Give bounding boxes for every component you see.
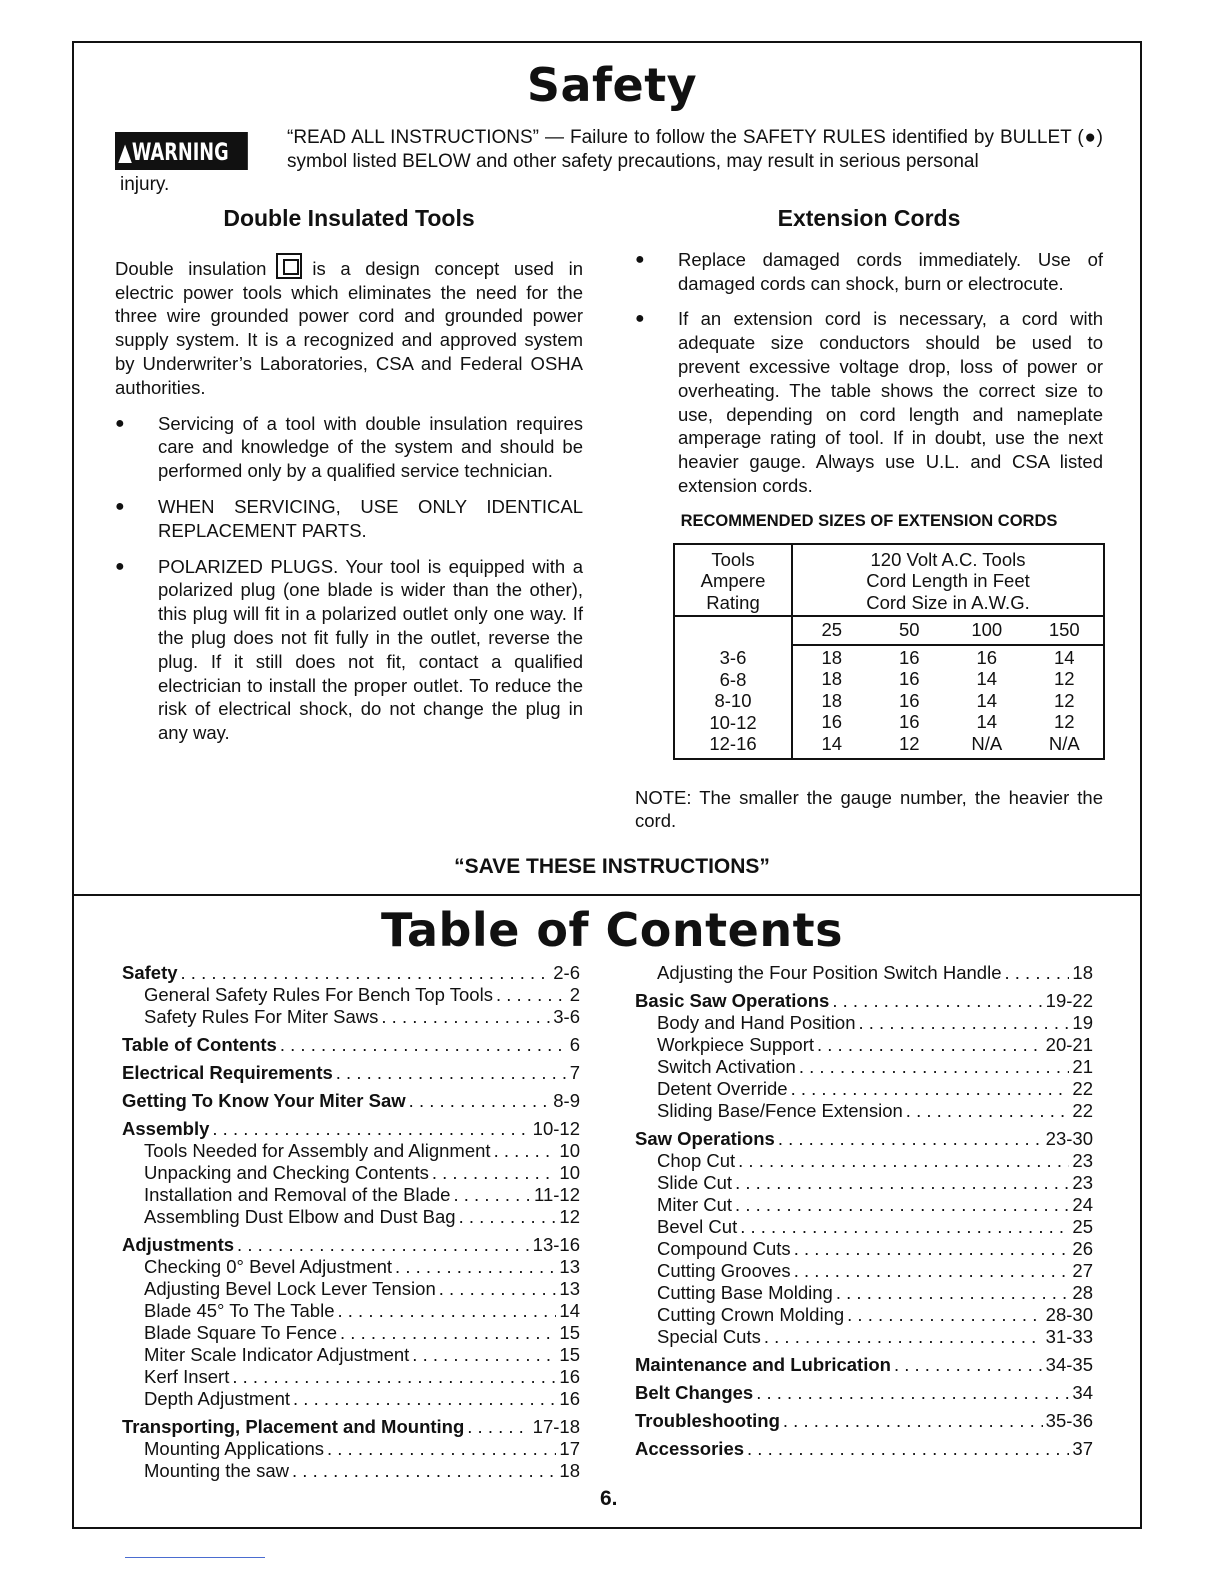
dot-leader: [395, 1256, 556, 1278]
toc-entry-label: Miter Scale Indicator Adjustment: [144, 1344, 410, 1365]
toc-entry-label: Detent Override: [657, 1078, 788, 1099]
cord-size: 14: [976, 668, 998, 690]
toc-entry[interactable]: [635, 1194, 1093, 1216]
cord-size: N/A: [971, 732, 1003, 754]
length: 50: [898, 619, 920, 641]
toc-entry-label: Troubleshooting: [635, 1410, 780, 1431]
toc-entry[interactable]: [635, 1410, 1093, 1432]
size-rows: [793, 646, 1103, 758]
toc-entry[interactable]: [635, 1304, 1093, 1326]
toc-entry[interactable]: [122, 1206, 580, 1228]
toc-entry-page: 11-12: [534, 1184, 580, 1205]
toc-entry-label: Compound Cuts: [657, 1238, 791, 1259]
extension-cord-table: [673, 543, 1105, 760]
toc-entry[interactable]: [635, 1354, 1093, 1376]
toc-entry-page: 18: [1072, 962, 1093, 983]
toc-entry-label: Sliding Base/Fence Extension: [657, 1100, 903, 1121]
toc-entry-page: 10: [559, 1140, 580, 1161]
dot-leader: [794, 1260, 1070, 1282]
toc-entry-page: 37: [1072, 1438, 1093, 1459]
toc-entry-page: 19: [1072, 1012, 1093, 1033]
length: 25: [821, 619, 843, 641]
dot-leader: [432, 1162, 557, 1184]
cord-size: 18: [821, 646, 843, 668]
size-row: [793, 733, 1103, 755]
toc-entry[interactable]: [635, 1438, 1093, 1460]
dot-leader: [778, 1128, 1043, 1150]
table-title: RECOMMENDED SIZES OF EXTENSION CORDS: [680, 511, 1058, 530]
dot-leader: [836, 1282, 1070, 1304]
cord-size: 12: [898, 732, 920, 754]
toc-entry[interactable]: [635, 1326, 1093, 1348]
warning-block: [115, 126, 1103, 174]
bullet-item: ● POLARIZED PLUGS. Your tool is equipped with a polarized plug (one blade is wider than the other), this plug will fit in a polarized outlet only one way. If the plug does not fit fully in the outlet, reverse the plug. If it still does not fit, contact a qualified electrician to install the proper outlet. To reduce the risk of electrical shock, do not change the plug in any way.: [115, 555, 583, 745]
dot-leader: [453, 1184, 531, 1206]
toc-entry-label: Body and Hand Position: [657, 1012, 856, 1033]
toc-entry-page: 15: [559, 1344, 580, 1365]
cord-size: 16: [898, 711, 920, 733]
toc-entry[interactable]: [122, 1460, 580, 1482]
cord-size: N/A: [1048, 732, 1080, 754]
dot-leader: [181, 962, 551, 984]
toc-entry-page: 23: [1072, 1150, 1093, 1171]
toc-entry-label: Transporting, Placement and Mounting: [122, 1416, 465, 1437]
toc-entry-label: Miter Cut: [657, 1194, 733, 1215]
dot-leader: [799, 1056, 1070, 1078]
dot-leader: [783, 1410, 1043, 1432]
toc-entry-label: Blade 45° To The Table: [144, 1300, 335, 1321]
toc-entry[interactable]: [635, 1382, 1093, 1404]
cord-size: 14: [976, 689, 998, 711]
toc-entry-page: 31-33: [1045, 1326, 1093, 1347]
toc-entry-page: 3-6: [553, 1006, 580, 1027]
toc-entry[interactable]: [635, 1012, 1093, 1034]
toc-entry-page: 24: [1072, 1194, 1093, 1215]
toc-entry-label: Mounting Applications: [144, 1438, 324, 1459]
toc-entry-label: Cutting Crown Molding: [657, 1304, 845, 1325]
toc-entry-page: 8-9: [553, 1090, 580, 1111]
toc-entry[interactable]: [122, 1006, 580, 1028]
dot-leader: [756, 1382, 1069, 1404]
toc-entry[interactable]: [635, 1260, 1093, 1282]
toc-entry-page: 17: [559, 1438, 580, 1459]
toc-entry-label: Bevel Cut: [657, 1216, 738, 1237]
toc-entry-page: 16: [559, 1366, 580, 1387]
toc-entry-page: 13: [559, 1278, 580, 1299]
toc-entry-page: 13: [559, 1256, 580, 1277]
link-underline: [125, 1557, 265, 1558]
cord-size: 18: [821, 668, 843, 690]
double-insulated-intro: [115, 253, 583, 400]
toc-entry[interactable]: [122, 1416, 580, 1438]
ampere-range: 3-6: [719, 647, 747, 669]
size-row: [793, 690, 1103, 712]
toc-entry-label: Safety Rules For Miter Saws: [144, 1006, 379, 1027]
dot-leader: [212, 1118, 529, 1140]
safety-title: Safety: [526, 58, 698, 112]
dot-leader: [764, 1326, 1043, 1348]
toc-entry-label: Assembling Dust Elbow and Dust Bag: [144, 1206, 456, 1227]
toc-entry-label: Cutting Grooves: [657, 1260, 791, 1281]
toc-entry-page: 28: [1072, 1282, 1093, 1303]
toc-entry[interactable]: [122, 1090, 580, 1112]
dot-leader: [237, 1234, 530, 1256]
toc-entry[interactable]: [635, 1100, 1093, 1122]
toc-entry[interactable]: [635, 1150, 1093, 1172]
toc-entry-page: 10-12: [532, 1118, 580, 1139]
toc-entry[interactable]: [635, 1216, 1093, 1238]
dot-leader: [794, 1238, 1070, 1260]
toc-entry[interactable]: [122, 1184, 580, 1206]
toc-entry-label: Adjusting the Four Position Switch Handle: [657, 962, 1002, 983]
dot-leader: [293, 1388, 556, 1410]
warning-badge: [115, 132, 248, 170]
toc-entry-label: Unpacking and Checking Contents: [144, 1162, 429, 1183]
cord-size: 16: [976, 646, 998, 668]
header-volt: [792, 544, 1104, 617]
toc-entry-page: 10: [559, 1162, 580, 1183]
toc-title: Table of Contents: [381, 903, 843, 957]
toc-entry-label: Belt Changes: [635, 1382, 754, 1403]
toc-entry[interactable]: [122, 984, 580, 1006]
dot-leader: [735, 1172, 1069, 1194]
toc-right-column: [635, 962, 1093, 1460]
cord-size: 12: [1053, 711, 1075, 733]
page-number: 6.: [600, 1487, 618, 1510]
toc-entry-page: 21: [1072, 1056, 1093, 1077]
toc-entry[interactable]: [635, 1282, 1093, 1304]
toc-entry-label: Depth Adjustment: [144, 1388, 291, 1409]
extension-cords-section: [635, 207, 1103, 833]
toc-entry[interactable]: [122, 1234, 580, 1256]
header-line: Ampere: [700, 570, 766, 592]
dot-leader: [232, 1366, 556, 1388]
toc-entry-page: 15: [559, 1322, 580, 1343]
bullet-item: ● Replace damaged cords immediately. Use of damaged cords can shock, burn or electrocute.: [635, 248, 1103, 296]
cord-size: 14: [976, 711, 998, 733]
dot-leader: [817, 1034, 1043, 1056]
toc-entry-page: 7: [569, 1062, 580, 1083]
toc-entry-page: 34: [1072, 1382, 1093, 1403]
dot-leader: [791, 1078, 1070, 1100]
toc-entry-label: Cutting Base Molding: [657, 1282, 833, 1303]
dot-leader: [409, 1090, 551, 1112]
cord-size: 14: [1053, 646, 1075, 668]
toc-entry-page: 17-18: [532, 1416, 580, 1437]
toc-entry-label: Basic Saw Operations: [635, 990, 830, 1011]
bullet-item: ● WHEN SERVICING, USE ONLY IDENTICAL REPLACEMENT PARTS.: [115, 495, 583, 543]
header-line: Rating: [706, 591, 760, 613]
toc-entry-page: 20-21: [1045, 1034, 1093, 1055]
toc-entry[interactable]: [635, 1034, 1093, 1056]
toc-entry[interactable]: [635, 1078, 1093, 1100]
size-row: [793, 647, 1103, 669]
dot-leader: [494, 1140, 557, 1162]
toc-entry[interactable]: [122, 1034, 580, 1056]
section-divider: [72, 894, 1142, 896]
toc-entry-label: Switch Activation: [657, 1056, 796, 1077]
warning-triangle-icon: ▲: [118, 138, 132, 166]
toc-entry-label: Table of Contents: [122, 1034, 277, 1055]
toc-entry-page: 34-35: [1045, 1354, 1093, 1375]
toc-entry[interactable]: [122, 1256, 580, 1278]
toc-left-column: [122, 962, 580, 1482]
toc-entry[interactable]: [122, 1118, 580, 1140]
toc-entry-page: 12: [559, 1206, 580, 1227]
toc-entry-page: 22: [1072, 1078, 1093, 1099]
dot-leader: [439, 1278, 557, 1300]
intro-text-a: Double insulation: [115, 257, 267, 279]
toc-entry-label: Maintenance and Lubrication: [635, 1354, 891, 1375]
bullet-item: ● Servicing of a tool with double insulation requires care and knowledge of the system and should be performed only by a qualified service technician.: [115, 412, 583, 483]
toc-entry-label: Kerf Insert: [144, 1366, 230, 1387]
double-insulation-icon: [276, 253, 302, 279]
toc-entry[interactable]: [122, 1162, 580, 1184]
toc-entry-page: 13-16: [532, 1234, 580, 1255]
toc-entry[interactable]: [122, 1062, 580, 1084]
toc-entry-label: Adjustments: [122, 1234, 235, 1255]
bullet-item: ● If an extension cord is necessary, a cord with adequate size conductors should be used to prevent excessive voltage drop, loss of power or overheating. The table shows the correct size to use, depending on cord length and nameplate amperage rating of tool. If in doubt, use the next heavier gauge. Always use U.L. and CSA listed extension cords.: [635, 307, 1103, 497]
dot-leader: [894, 1354, 1043, 1376]
ampere-range: 6-8: [719, 668, 747, 690]
toc-entry-label: General Safety Rules For Bench Top Tools: [144, 984, 493, 1005]
toc-entry-page: 28-30: [1045, 1304, 1093, 1325]
toc-entry[interactable]: [122, 1366, 580, 1388]
cord-size: 12: [1053, 668, 1075, 690]
toc-entry-label: Electrical Requirements: [122, 1062, 333, 1083]
toc-entry-label: Mounting the saw: [144, 1460, 290, 1481]
dot-leader: [735, 1194, 1069, 1216]
dot-leader: [467, 1416, 529, 1438]
toc-entry[interactable]: [635, 1056, 1093, 1078]
cord-size: 16: [898, 646, 920, 668]
dot-leader: [280, 1034, 567, 1056]
dot-leader: [740, 1216, 1069, 1238]
cord-size: 16: [898, 689, 920, 711]
dot-leader: [412, 1344, 556, 1366]
ampere-range: 10-12: [709, 711, 757, 733]
header-line: Cord Size in A.W.G.: [866, 591, 1030, 613]
toc-entry-page: 16: [559, 1388, 580, 1409]
dot-leader: [906, 1100, 1070, 1122]
toc-entry-page: 25: [1072, 1216, 1093, 1237]
dot-leader: [832, 990, 1042, 1012]
dot-leader: [859, 1012, 1070, 1034]
toc-entry-page: 23: [1072, 1172, 1093, 1193]
dot-leader: [327, 1438, 556, 1460]
toc-entry-page: 14: [559, 1300, 580, 1321]
double-insulated-section: [115, 207, 583, 745]
gauge-note: NOTE: The smaller the gauge number, the heavier the cord.: [635, 786, 1103, 832]
toc-entry[interactable]: [122, 1278, 580, 1300]
toc-entry-page: 2: [569, 984, 580, 1005]
length: 150: [1048, 619, 1080, 641]
warning-text-end: injury.: [120, 174, 170, 195]
toc-entry[interactable]: [635, 1238, 1093, 1260]
sizes-cell: [792, 616, 1104, 759]
toc-entry[interactable]: [122, 1322, 580, 1344]
toc-entry[interactable]: [122, 1140, 580, 1162]
toc-entry-label: Slide Cut: [657, 1172, 733, 1193]
toc-entry[interactable]: [122, 962, 580, 984]
length-row: [793, 617, 1103, 646]
header-line: 120 Volt A.C. Tools: [870, 548, 1026, 570]
ampere-range: 12-16: [709, 733, 757, 755]
dot-leader: [1005, 962, 1070, 984]
toc-entry-page: 35-36: [1045, 1410, 1093, 1431]
double-insulated-heading: Double Insulated Tools: [223, 205, 475, 231]
toc-entry-page: 2-6: [553, 962, 580, 983]
toc-entry-page: 18: [559, 1460, 580, 1481]
toc-entry-page: 19-22: [1045, 990, 1093, 1011]
toc-entry[interactable]: [122, 1438, 580, 1460]
length: 100: [971, 619, 1003, 641]
toc-entry-label: Assembly: [122, 1118, 210, 1139]
dot-leader: [747, 1438, 1069, 1460]
save-instructions: “SAVE THESE INSTRUCTIONS”: [454, 855, 770, 878]
toc-entry-label: Blade Square To Fence: [144, 1322, 338, 1343]
toc-entry[interactable]: [635, 1128, 1093, 1150]
toc-entry-page: 6: [569, 1034, 580, 1055]
toc-entry-label: Getting To Know Your Miter Saw: [122, 1090, 406, 1111]
header-line: Cord Length in Feet: [866, 570, 1030, 592]
toc-entry-page: 26: [1072, 1238, 1093, 1259]
dot-leader: [292, 1460, 556, 1482]
toc-entry-label: Checking 0° Bevel Adjustment: [144, 1256, 393, 1277]
toc-entry[interactable]: [635, 1172, 1093, 1194]
toc-entry-label: Adjusting Bevel Lock Lever Tension: [144, 1278, 436, 1299]
toc-entry-label: Safety: [122, 962, 178, 983]
toc-entry[interactable]: [122, 1388, 580, 1410]
warning-badge-label: WARNING: [131, 138, 229, 166]
dot-leader: [340, 1322, 556, 1344]
cord-size: 16: [821, 711, 843, 733]
toc-entry[interactable]: [635, 990, 1093, 1012]
toc-entry-label: Saw Operations: [635, 1128, 775, 1149]
ampere-range: 8-10: [714, 690, 752, 712]
cord-size: 14: [821, 732, 843, 754]
toc-entry-label: Tools Needed for Assembly and Alignment: [144, 1140, 491, 1161]
size-row: [793, 668, 1103, 690]
dot-leader: [338, 1300, 557, 1322]
cord-size: 12: [1053, 689, 1075, 711]
header-line: Tools: [711, 548, 755, 570]
toc-entry-label: Chop Cut: [657, 1150, 736, 1171]
toc-entry-label: Special Cuts: [657, 1326, 761, 1347]
toc-entry[interactable]: [122, 1300, 580, 1322]
toc-entry-label: Workpiece Support: [657, 1034, 814, 1055]
cord-size: 16: [898, 668, 920, 690]
dot-leader: [496, 984, 567, 1006]
extension-cords-heading: Extension Cords: [777, 205, 961, 231]
intro-text-b: is a design concept used in electric power tools which eliminates the need for the three wire grounded power cord and grounded power supply system. It is a recognized and approved system by Underwriter’s Laboratories, CSA and Federal OSHA authorities.: [115, 257, 583, 398]
toc-entry-page: 27: [1072, 1260, 1093, 1281]
toc-entry-label: Installation and Removal of the Blade: [144, 1184, 451, 1205]
toc-entry-label: Accessories: [635, 1438, 745, 1459]
header-ampere: [674, 544, 792, 617]
toc-entry-page: 23-30: [1045, 1128, 1093, 1149]
dot-leader: [459, 1206, 557, 1228]
amps-cell: [674, 616, 792, 759]
toc-entry-page: 22: [1072, 1100, 1093, 1121]
cord-size: 18: [821, 689, 843, 711]
warning-text: “READ ALL INSTRUCTIONS” — Failure to follow the SAFETY RULES identified by BULLET (●) symbol listed BELOW and other safety precautions, may result in serious personal: [287, 127, 1103, 172]
toc-entry[interactable]: [122, 1344, 580, 1366]
dot-leader: [336, 1062, 567, 1084]
dot-leader: [381, 1006, 550, 1028]
toc-entry[interactable]: [635, 962, 1093, 984]
dot-leader: [847, 1304, 1043, 1326]
dot-leader: [738, 1150, 1069, 1172]
size-row: [793, 711, 1103, 733]
